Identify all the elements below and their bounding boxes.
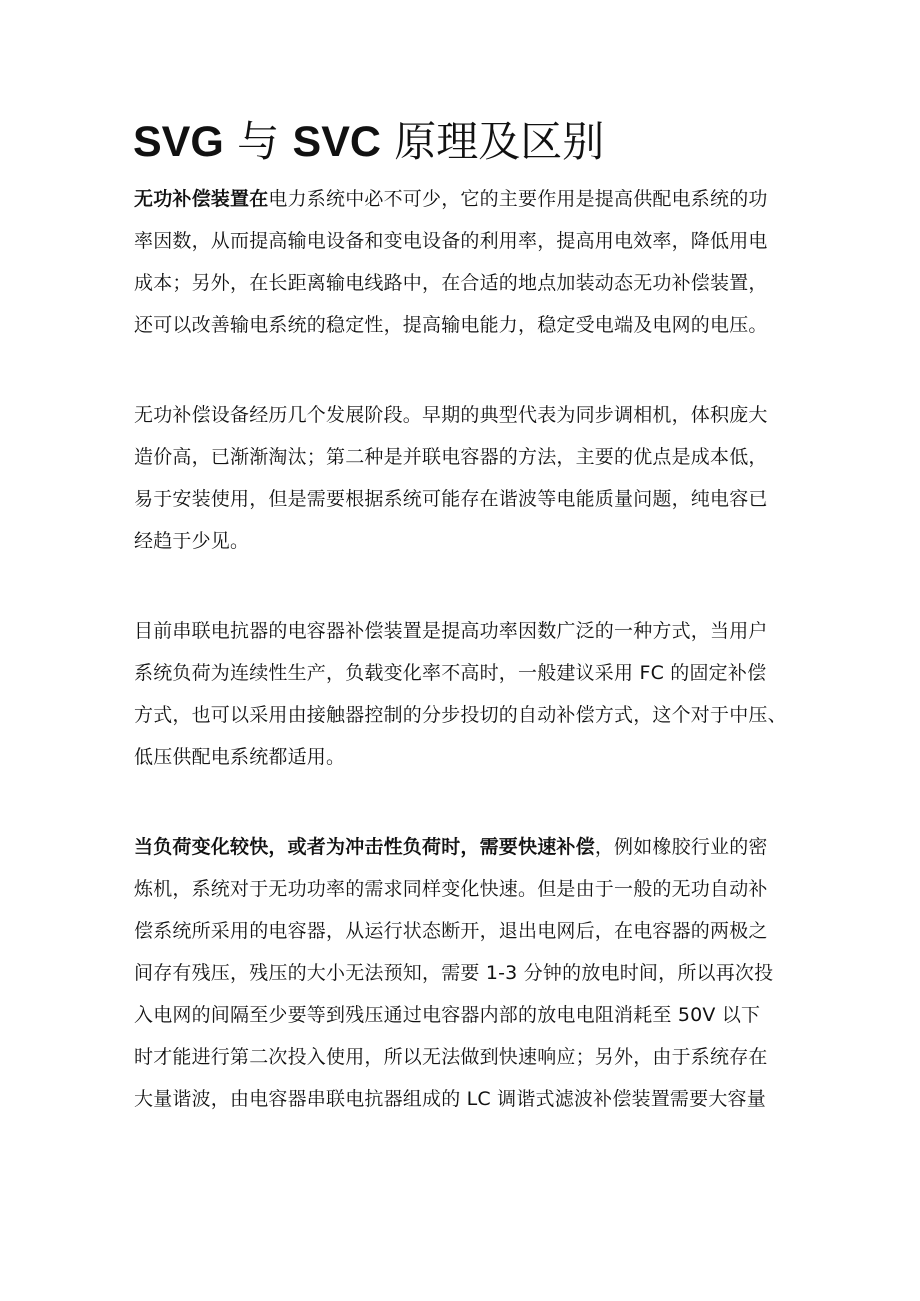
paragraph-capacitor-compensation xyxy=(134,610,794,778)
text-line xyxy=(134,694,794,736)
title-svg: SVG xyxy=(133,118,224,166)
page-title xyxy=(133,112,604,172)
line-text: 偿系统所采用的电容器，从运行状态断开，退出电网后，在电容器的两极之 xyxy=(134,920,768,942)
text-line xyxy=(134,478,794,520)
text-line xyxy=(134,436,794,478)
text-line xyxy=(134,1036,794,1078)
text-line xyxy=(134,520,794,562)
title-svc: SVC xyxy=(292,118,381,166)
line-text: 方式，也可以采用由接触器控制的分步投切的自动补偿方式，这个对于中压、 xyxy=(134,704,787,726)
line-text: 炼机，系统对于无功功率的需求同样变化快速。但是由于一般的无功自动补 xyxy=(134,878,768,900)
text-line xyxy=(134,868,794,910)
line-text: 易于安装使用，但是需要根据系统可能存在谐波等电能质量问题，纯电容已 xyxy=(134,488,768,510)
line-text: 大量谐波，由电容器串联电抗器组成的 LC 调谐式滤波补偿装置需要大容量 xyxy=(134,1088,766,1110)
paragraph-development-stages xyxy=(134,394,794,562)
text-line xyxy=(134,394,794,436)
text-line xyxy=(134,652,794,694)
line-text: 低压供配电系统都适用。 xyxy=(134,746,346,768)
line-text: 时才能进行第二次投入使用，所以无法做到快速响应；另外，由于系统存在 xyxy=(134,1046,768,1068)
bold-phrase: 无功补偿装置在 xyxy=(134,188,269,210)
text-line xyxy=(134,1078,794,1120)
line-text: 入电网的间隔至少要等到残压通过电容器内部的放电电阻消耗至 50V 以下 xyxy=(134,1004,761,1026)
line-text: 系统负荷为连续性生产，负载变化率不高时，一般建议采用 FC 的固定补偿 xyxy=(134,662,767,684)
text-line xyxy=(134,304,794,346)
title-suffix: 原理及区别 xyxy=(380,117,605,166)
text-line xyxy=(134,994,794,1036)
line-text: 无功补偿设备经历几个发展阶段。早期的典型代表为同步调相机，体积庞大 xyxy=(134,404,768,426)
text-line xyxy=(134,910,794,952)
line-text: ，例如橡胶行业的密 xyxy=(594,836,768,858)
text-line xyxy=(134,178,794,220)
line-text: 造价高，已渐渐淘汰；第二种是并联电容器的方法，主要的优点是成本低， xyxy=(134,446,768,468)
paragraph-reactive-compensation-intro xyxy=(134,178,794,346)
text-line xyxy=(134,610,794,652)
line-text: 电力系统中必不可少，它的主要作用是提高供配电系统的功 xyxy=(268,188,768,210)
paragraph-fast-compensation xyxy=(134,826,794,1120)
text-line xyxy=(134,220,794,262)
line-text: 成本；另外，在长距离输电线路中，在合适的地点加装动态无功补偿装置， xyxy=(134,272,768,294)
line-text: 目前串联电抗器的电容器补偿装置是提高功率因数广泛的一种方式，当用户 xyxy=(134,620,768,642)
text-line xyxy=(134,826,794,868)
title-connector: 与 xyxy=(223,117,293,166)
text-line xyxy=(134,952,794,994)
text-line xyxy=(134,736,794,778)
text-line xyxy=(134,262,794,304)
line-text: 率因数，从而提高输电设备和变电设备的利用率，提高用电效率，降低用电 xyxy=(134,230,768,252)
line-text: 经趋于少见。 xyxy=(134,530,250,552)
line-text: 间存有残压，残压的大小无法预知，需要 1-3 分钟的放电时间，所以再次投 xyxy=(134,962,774,984)
bold-phrase: 当负荷变化较快，或者为冲击性负荷时，需要快速补偿 xyxy=(134,836,595,858)
line-text: 还可以改善输电系统的稳定性，提高输电能力，稳定受电端及电网的电压。 xyxy=(134,314,768,336)
